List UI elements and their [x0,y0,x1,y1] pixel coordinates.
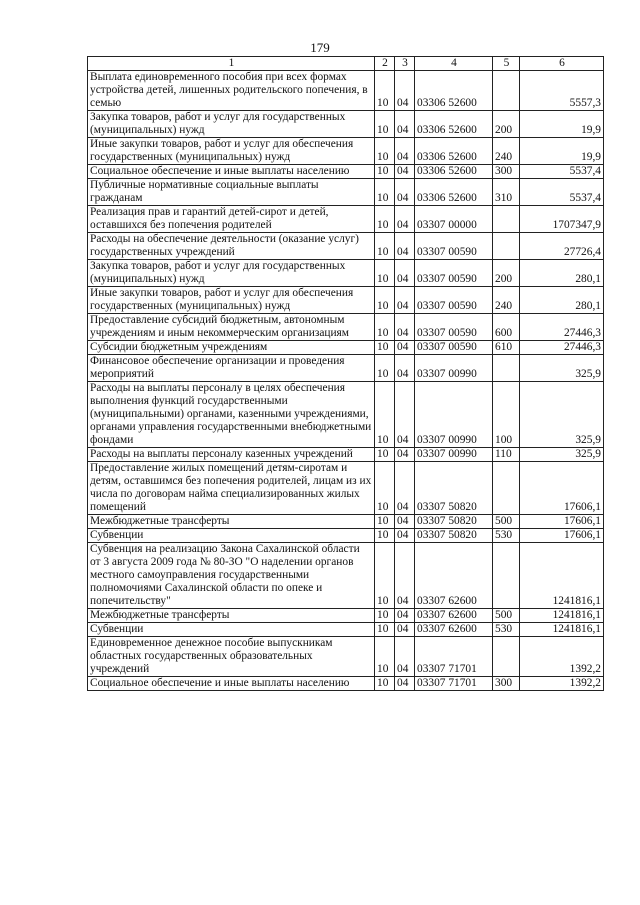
subsection-code-cell: 04 [395,179,415,206]
section-code-cell: 10 [375,260,395,287]
table-row [88,165,604,179]
amount-cell: 325,9 [520,382,604,448]
table-row [88,677,604,691]
amount-cell: 19,9 [520,111,604,138]
expense-type-cell: 600 [493,314,520,341]
expense-name-cell: Субсидии бюджетным учреждениям [88,341,375,355]
amount-cell: 1241816,1 [520,609,604,623]
expense-name-cell: Расходы на обеспечение деятельности (оказание услуг) государственных учреждений [88,233,375,260]
amount-cell: 1241816,1 [520,623,604,637]
expense-name-cell: Финансовое обеспечение организации и проведения мероприятий [88,355,375,382]
budget-table [87,56,604,691]
table-row [88,355,604,382]
subsection-code-cell: 04 [395,529,415,543]
section-code-cell: 10 [375,71,395,111]
amount-cell: 1392,2 [520,677,604,691]
subsection-code-cell: 04 [395,382,415,448]
expense-type-cell [493,233,520,260]
amount-cell: 1392,2 [520,637,604,677]
table-row [88,71,604,111]
section-code-cell: 10 [375,314,395,341]
expense-type-cell: 310 [493,179,520,206]
amount-cell: 27446,3 [520,341,604,355]
subsection-code-cell: 04 [395,609,415,623]
subsection-code-cell: 04 [395,515,415,529]
section-code-cell: 10 [375,111,395,138]
table-row [88,515,604,529]
expense-name-cell: Социальное обеспечение и иные выплаты населению [88,165,375,179]
table-row [88,233,604,260]
expense-type-cell: 240 [493,287,520,314]
expense-type-cell: 530 [493,529,520,543]
expense-name-cell: Единовременное денежное пособие выпускникам областных государственных образовательных учреждений [88,637,375,677]
subsection-code-cell: 04 [395,341,415,355]
expense-name-cell: Расходы на выплаты персоналу казенных учреждений [88,448,375,462]
expense-name-cell: Расходы на выплаты персоналу в целях обеспечения выполнения функций государственными (муниципальными) органами, казенными учреждениями, органами управления государственными внебюджетными фондами [88,382,375,448]
expense-type-cell: 530 [493,623,520,637]
expense-type-cell: 240 [493,138,520,165]
target-article-cell: 03307 71701 [415,637,493,677]
amount-cell: 5537,4 [520,165,604,179]
expense-type-cell: 500 [493,515,520,529]
expense-type-cell: 200 [493,111,520,138]
section-code-cell: 10 [375,677,395,691]
target-article-cell: 03307 62600 [415,543,493,609]
expense-type-cell: 500 [493,609,520,623]
subsection-code-cell: 04 [395,138,415,165]
expense-type-cell [493,71,520,111]
target-article-cell: 03306 52600 [415,111,493,138]
subsection-code-cell: 04 [395,233,415,260]
target-article-cell: 03307 50820 [415,529,493,543]
expense-name-cell: Предоставление субсидий бюджетным, автономным учреждениям и иным некоммерческим организациям [88,314,375,341]
target-article-cell: 03307 00000 [415,206,493,233]
subsection-code-cell: 04 [395,462,415,515]
amount-cell: 5537,4 [520,179,604,206]
section-code-cell: 10 [375,515,395,529]
subsection-code-cell: 04 [395,637,415,677]
expense-name-cell: Субвенции [88,623,375,637]
expense-type-cell: 610 [493,341,520,355]
target-article-cell: 03306 52600 [415,71,493,111]
subsection-code-cell: 04 [395,165,415,179]
target-article-cell: 03307 00990 [415,448,493,462]
amount-cell: 5557,3 [520,71,604,111]
amount-cell: 27726,4 [520,233,604,260]
section-code-cell: 10 [375,543,395,609]
expense-type-cell [493,543,520,609]
expense-type-cell: 200 [493,260,520,287]
expense-name-cell: Закупка товаров, работ и услуг для государственных (муниципальных) нужд [88,260,375,287]
subsection-code-cell: 04 [395,260,415,287]
expense-type-cell [493,637,520,677]
subsection-code-cell: 04 [395,314,415,341]
table-row [88,529,604,543]
target-article-cell: 03307 00590 [415,287,493,314]
table-row [88,260,604,287]
column-header: 5 [493,57,520,71]
table-row [88,206,604,233]
target-article-cell: 03307 62600 [415,609,493,623]
amount-cell: 280,1 [520,260,604,287]
table-header-row [88,57,604,71]
section-code-cell: 10 [375,206,395,233]
table-row [88,623,604,637]
target-article-cell: 03306 52600 [415,138,493,165]
target-article-cell: 03307 50820 [415,515,493,529]
amount-cell: 17606,1 [520,529,604,543]
table-row [88,462,604,515]
subsection-code-cell: 04 [395,206,415,233]
section-code-cell: 10 [375,448,395,462]
target-article-cell: 03307 62600 [415,623,493,637]
amount-cell: 325,9 [520,448,604,462]
expense-name-cell: Предоставление жилых помещений детям-сиротам и детям, оставшимся без попечения родителей, лицам из их числа по договорам найма специализированных жилых помещений [88,462,375,515]
page-number: 179 [310,40,330,55]
amount-cell: 325,9 [520,355,604,382]
target-article-cell: 03307 71701 [415,677,493,691]
expense-type-cell: 100 [493,382,520,448]
expense-type-cell [493,355,520,382]
expense-name-cell: Иные закупки товаров, работ и услуг для обеспечения государственных (муниципальных) нужд [88,287,375,314]
section-code-cell: 10 [375,355,395,382]
section-code-cell: 10 [375,233,395,260]
target-article-cell: 03307 00590 [415,233,493,260]
column-header: 1 [88,57,375,71]
expense-name-cell: Социальное обеспечение и иные выплаты населению [88,677,375,691]
section-code-cell: 10 [375,382,395,448]
column-header: 2 [375,57,395,71]
expense-name-cell: Иные закупки товаров, работ и услуг для обеспечения государственных (муниципальных) нужд [88,138,375,165]
target-article-cell: 03307 00990 [415,382,493,448]
table-row [88,314,604,341]
target-article-cell: 03306 52600 [415,179,493,206]
table-row [88,609,604,623]
target-article-cell: 03307 00590 [415,260,493,287]
section-code-cell: 10 [375,165,395,179]
amount-cell: 19,9 [520,138,604,165]
expense-type-cell: 300 [493,165,520,179]
expense-type-cell [493,462,520,515]
expense-name-cell: Выплата единовременного пособия при всех формах устройства детей, лишенных родительского попечения, в семью [88,71,375,111]
table-row [88,382,604,448]
subsection-code-cell: 04 [395,71,415,111]
table-row [88,287,604,314]
target-article-cell: 03307 00590 [415,314,493,341]
expense-name-cell: Субвенция на реализацию Закона Сахалинской области от 3 августа 2009 года № 80-ЗО "О наделении органов местного самоуправления государственными полномочиями Сахалинской области по опеке и попечительству" [88,543,375,609]
amount-cell: 280,1 [520,287,604,314]
expense-name-cell: Межбюджетные трансферты [88,515,375,529]
subsection-code-cell: 04 [395,287,415,314]
table-row [88,543,604,609]
table-row [88,111,604,138]
subsection-code-cell: 04 [395,623,415,637]
section-code-cell: 10 [375,637,395,677]
table-body [88,71,604,691]
amount-cell: 17606,1 [520,515,604,529]
subsection-code-cell: 04 [395,111,415,138]
subsection-code-cell: 04 [395,543,415,609]
amount-cell: 27446,3 [520,314,604,341]
target-article-cell: 03307 50820 [415,462,493,515]
table-row [88,341,604,355]
expense-type-cell [493,206,520,233]
section-code-cell: 10 [375,287,395,314]
table-row [88,179,604,206]
section-code-cell: 10 [375,609,395,623]
expense-name-cell: Межбюджетные трансферты [88,609,375,623]
section-code-cell: 10 [375,623,395,637]
expense-name-cell: Реализация прав и гарантий детей-сирот и детей, оставшихся без попечения родителей [88,206,375,233]
column-header: 3 [395,57,415,71]
section-code-cell: 10 [375,179,395,206]
amount-cell: 1241816,1 [520,543,604,609]
amount-cell: 17606,1 [520,462,604,515]
section-code-cell: 10 [375,462,395,515]
table-row [88,448,604,462]
column-header: 6 [520,57,604,71]
column-header: 4 [415,57,493,71]
table-row [88,138,604,165]
expense-name-cell: Публичные нормативные социальные выплаты гражданам [88,179,375,206]
subsection-code-cell: 04 [395,448,415,462]
expense-name-cell: Субвенции [88,529,375,543]
target-article-cell: 03306 52600 [415,165,493,179]
expense-type-cell: 110 [493,448,520,462]
section-code-cell: 10 [375,529,395,543]
section-code-cell: 10 [375,341,395,355]
target-article-cell: 03307 00990 [415,355,493,382]
table-row [88,637,604,677]
section-code-cell: 10 [375,138,395,165]
subsection-code-cell: 04 [395,355,415,382]
expense-name-cell: Закупка товаров, работ и услуг для государственных (муниципальных) нужд [88,111,375,138]
amount-cell: 1707347,9 [520,206,604,233]
subsection-code-cell: 04 [395,677,415,691]
expense-type-cell: 300 [493,677,520,691]
target-article-cell: 03307 00590 [415,341,493,355]
